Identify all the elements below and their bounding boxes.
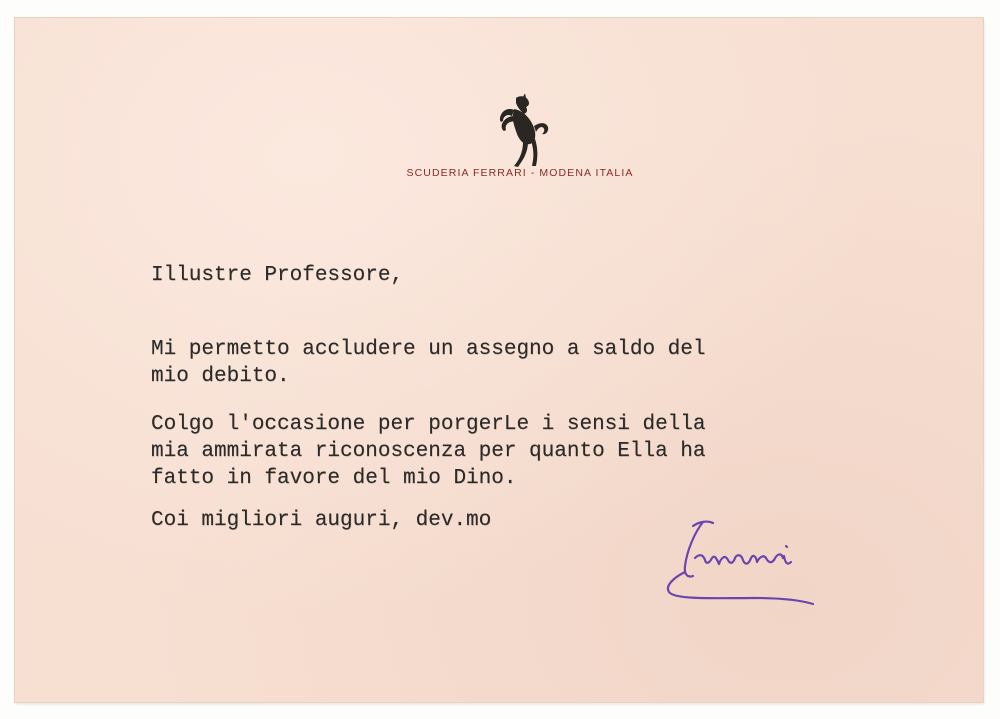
letter-card (15, 18, 983, 702)
handwritten-signature (655, 514, 825, 614)
closing: Coi migliori auguri, dev.mo (151, 509, 492, 532)
paragraph-2-line-2: mia ammirata riconoscenza per quanto Ella ha (151, 440, 706, 463)
paragraph-1-line-1: Mi permetto accludere un assegno a saldo del (151, 338, 706, 361)
prancing-horse-icon (490, 94, 552, 170)
paragraph-2 (151, 411, 706, 492)
letterhead-company: SCUDERIA FERRARI - MODENA ITALIA (406, 167, 634, 179)
salutation: Illustre Professore, (151, 264, 404, 287)
paragraph-1 (151, 336, 706, 390)
paragraph-2-line-3: fatto in favore del mio Dino. (151, 467, 517, 490)
paragraph-1-line-2: mio debito. (151, 365, 290, 388)
paragraph-2-line-1: Colgo l'occasione per porgerLe i sensi della (151, 413, 706, 436)
